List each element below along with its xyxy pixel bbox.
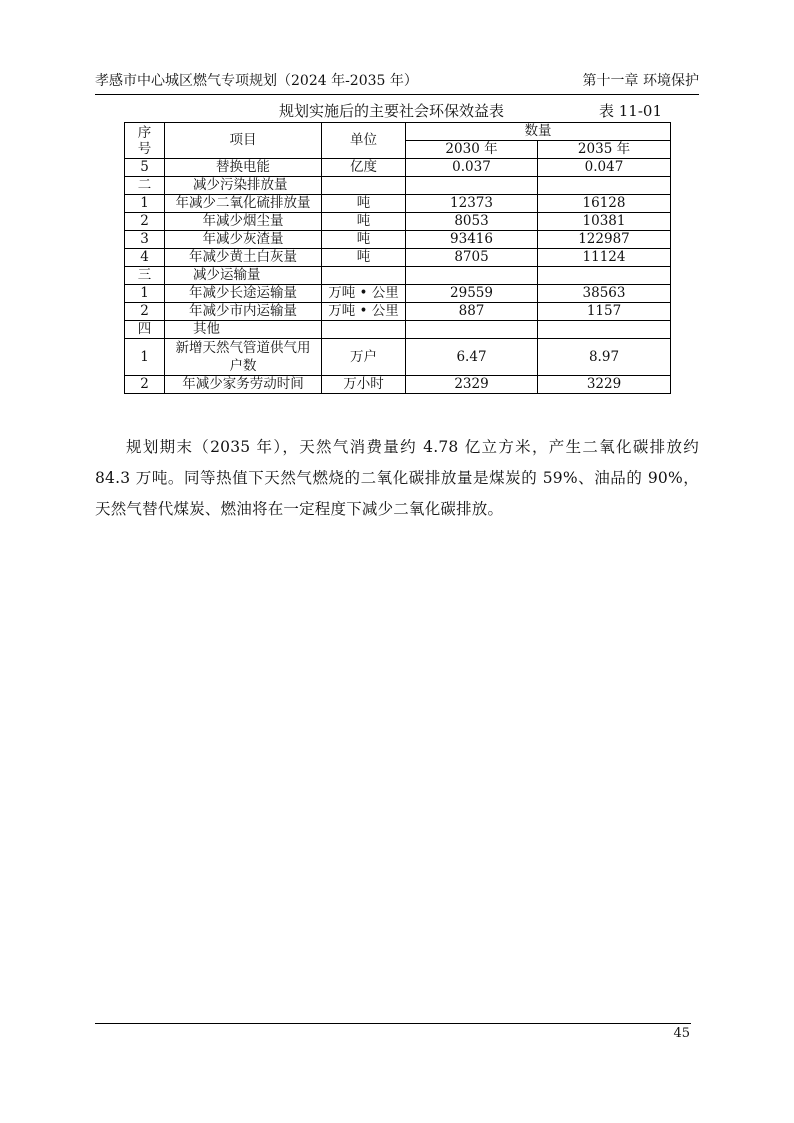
- cell-seq: 四: [125, 321, 165, 339]
- table-row: [125, 321, 671, 339]
- cell-2035: 11124: [538, 249, 671, 267]
- cell-seq: 三: [125, 267, 165, 285]
- header-item: 项目: [165, 123, 322, 159]
- cell-unit: 吨: [322, 249, 406, 267]
- cell-unit: [322, 267, 406, 285]
- table-row: [125, 159, 671, 177]
- cell-2030: 8053: [406, 213, 538, 231]
- chapter-title: 第十一章 环境保护: [582, 73, 699, 89]
- header-unit: 单位: [322, 123, 406, 159]
- cell-seq: 1: [125, 339, 165, 376]
- cell-2030: [406, 177, 538, 195]
- cell-2030: [406, 267, 538, 285]
- cell-2030: 887: [406, 303, 538, 321]
- cell-2030: 29559: [406, 285, 538, 303]
- table-row: [125, 285, 671, 303]
- cell-unit: 吨: [322, 231, 406, 249]
- table-row: [125, 249, 671, 267]
- cell-2035: 0.047: [538, 159, 671, 177]
- cell-seq: 4: [125, 249, 165, 267]
- cell-item: 年减少灰渣量: [165, 231, 322, 249]
- cell-2035: [538, 177, 671, 195]
- table-body: [125, 159, 671, 394]
- cell-2030: 2329: [406, 376, 538, 394]
- body-paragraph: 规划期末（2035 年），天然气消费量约 4.78 亿立方米，产生二氧化碳排放约 84.3 万吨。同等热值下天然气燃烧的二氧化碳排放量是煤炭的 59%、油品的 90%，天然气替代煤炭、燃油将在一定程度下减少二氧化碳排放。: [95, 438, 699, 518]
- cell-item: 其他: [165, 321, 322, 339]
- cell-2035: 1157: [538, 303, 671, 321]
- benefits-table: [124, 122, 671, 394]
- cell-2035: 3229: [538, 376, 671, 394]
- cell-unit: 万吨 • 公里: [322, 285, 406, 303]
- cell-2030: 8705: [406, 249, 538, 267]
- table-row: [125, 213, 671, 231]
- cell-seq: 1: [125, 285, 165, 303]
- cell-2035: [538, 267, 671, 285]
- cell-unit: 吨: [322, 213, 406, 231]
- cell-unit: 吨: [322, 195, 406, 213]
- cell-item: 年减少二氧化硫排放量: [165, 195, 322, 213]
- cell-unit: 万户: [322, 339, 406, 376]
- footer-divider: [95, 1023, 691, 1024]
- cell-seq: 5: [125, 159, 165, 177]
- cell-2035: 16128: [538, 195, 671, 213]
- document-title: 孝感市中心城区燃气专项规划（2024 年-2035 年）: [95, 73, 418, 89]
- table-row: [125, 195, 671, 213]
- header-2030: 2030 年: [406, 141, 538, 159]
- page-header: [95, 70, 699, 95]
- table-row: [125, 303, 671, 321]
- table-number: 表 11-01: [598, 102, 662, 120]
- cell-seq: 2: [125, 376, 165, 394]
- cell-item: 年减少家务劳动时间: [165, 376, 322, 394]
- cell-unit: 万小时: [322, 376, 406, 394]
- cell-item: 新增天然气管道供气用户数: [165, 339, 322, 376]
- table-row: [125, 339, 671, 376]
- cell-item: 减少运输量: [165, 267, 322, 285]
- page-number: 45: [673, 1026, 690, 1041]
- cell-seq: 3: [125, 231, 165, 249]
- cell-seq: 2: [125, 213, 165, 231]
- cell-unit: [322, 177, 406, 195]
- cell-item: 年减少黄土白灰量: [165, 249, 322, 267]
- cell-2030: 0.037: [406, 159, 538, 177]
- cell-unit: [322, 321, 406, 339]
- table-title: 规划实施后的主要社会环保效益表: [279, 102, 505, 120]
- cell-item: 减少污染排放量: [165, 177, 322, 195]
- cell-seq: 2: [125, 303, 165, 321]
- cell-unit: 亿度: [322, 159, 406, 177]
- cell-2035: 122987: [538, 231, 671, 249]
- cell-2035: 8.97: [538, 339, 671, 376]
- cell-2035: 10381: [538, 213, 671, 231]
- header-2035: 2035 年: [538, 141, 671, 159]
- cell-item: 年减少长途运输量: [165, 285, 322, 303]
- header-seq: 序号: [125, 123, 165, 159]
- cell-seq: 二: [125, 177, 165, 195]
- cell-2030: [406, 321, 538, 339]
- cell-2030: 6.47: [406, 339, 538, 376]
- table-row: [125, 376, 671, 394]
- cell-item: 替换电能: [165, 159, 322, 177]
- table-row: [125, 267, 671, 285]
- header-quantity: 数量: [406, 123, 671, 141]
- table-caption: [124, 100, 670, 122]
- table-row: [125, 177, 671, 195]
- cell-2035: 38563: [538, 285, 671, 303]
- cell-2030: 93416: [406, 231, 538, 249]
- cell-item: 年减少烟尘量: [165, 213, 322, 231]
- cell-unit: 万吨 • 公里: [322, 303, 406, 321]
- table-row: [125, 231, 671, 249]
- cell-seq: 1: [125, 195, 165, 213]
- cell-2035: [538, 321, 671, 339]
- cell-item: 年减少市内运输量: [165, 303, 322, 321]
- cell-2030: 12373: [406, 195, 538, 213]
